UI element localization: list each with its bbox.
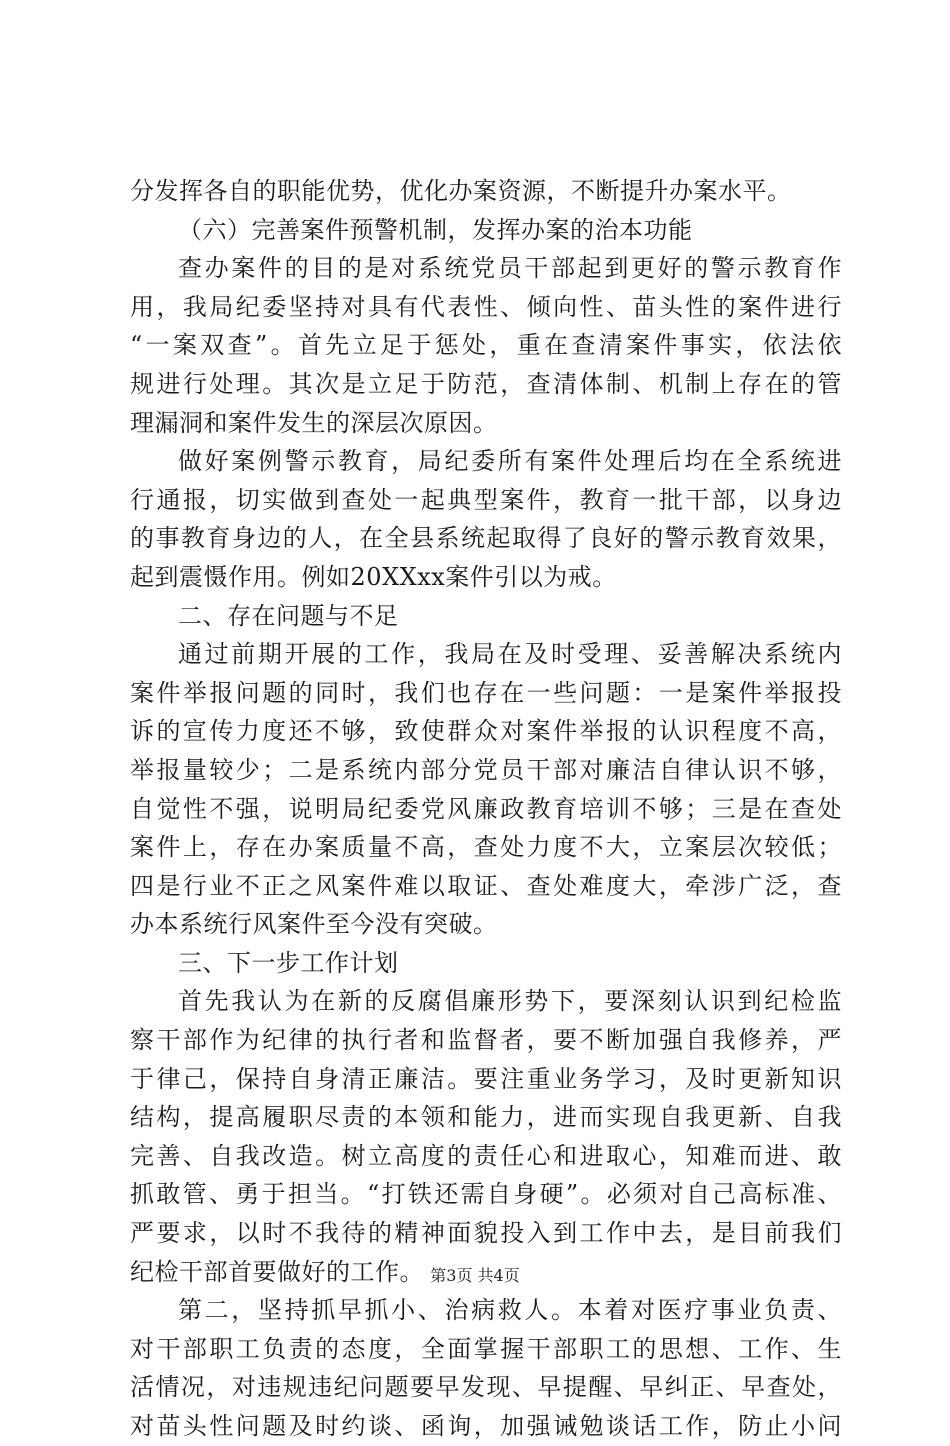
- text-line: 自觉性不强，说明局纪委党风廉政教育培训不够；三是在查处: [130, 794, 842, 823]
- text-line: 做好案例警示教育，局纪委所有案件处理后均在全系统进: [178, 447, 842, 476]
- text-line: “一案双查”。首先立足于惩处，重在查清案件事实，依法依: [130, 331, 842, 360]
- text-line: （六）完善案件预警机制，发挥办案的治本功能: [178, 215, 693, 244]
- text-line: 查办案件的目的是对系统党员干部起到更好的警示教育作: [178, 254, 842, 283]
- text-line: 分发挥各自的职能优势，优化办案资源，不断提升办案水平。: [130, 177, 792, 205]
- text-line: 严要求，以时不我待的精神面貌投入到工作中去，是目前我们: [130, 1219, 842, 1248]
- text-line: 用，我局纪委坚持对具有代表性、倾向性、苗头性的案件进行: [130, 292, 842, 321]
- text-line: 案件举报问题的同时，我们也存在一些问题：一是案件举报投: [130, 678, 842, 707]
- text-line: 通过前期开展的工作，我局在及时受理、妥善解决系统内: [178, 640, 842, 669]
- text-line: 活情况，对违规违纪问题要早发现、早提醒、早纠正、早查处，: [130, 1373, 842, 1402]
- text-line: 结构，提高履职尽责的本领和能力，进而实现自我更新、自我: [130, 1103, 842, 1132]
- text-line: 理漏洞和案件发生的深层次原因。: [130, 408, 498, 437]
- text-line: 于律己，保持自身清正廉洁。要注重业务学习，及时更新知识: [130, 1064, 842, 1093]
- text-line: 对苗头性问题及时约谈、函询，加强诫勉谈话工作，防止小问: [130, 1412, 842, 1440]
- text-line: 纪检干部首要做好的工作。: [130, 1257, 424, 1286]
- text-line: 四是行业不正之风案件难以取证、查处难度大，牵涉广泛，查: [130, 871, 842, 900]
- text-line: 首先我认为在新的反腐倡廉形势下，要深刻认识到纪检监: [178, 987, 842, 1016]
- text-line: 二、存在问题与不足: [178, 601, 399, 630]
- text-line: 三、下一步工作计划: [178, 948, 399, 977]
- text-line: 规进行处理。其次是立足于防范，查清体制、机制上存在的管: [130, 369, 842, 398]
- text-line: 起到震慑作用。例如20XXxx案件引以为戒。: [130, 562, 617, 591]
- text-line: 诉的宣传力度还不够，致使群众对案件举报的认识程度不高，: [130, 717, 842, 746]
- text-line: 案件上，存在办案质量不高，查处力度不大，立案层次较低；: [130, 833, 842, 862]
- text-line: 抓敢管、勇于担当。“打铁还需自身硬”。必须对自己高标准、: [130, 1180, 842, 1209]
- text-line: 察干部作为纪律的执行者和监督者，要不断加强自我修养，严: [130, 1026, 842, 1055]
- text-line: 行通报，切实做到查处一起典型案件，教育一批干部，以身边: [130, 485, 842, 514]
- page-footer: 第3页 共4页: [430, 1266, 520, 1285]
- text-line: 举报量较少；二是系统内部分党员干部对廉洁自律认识不够，: [130, 755, 842, 784]
- text-line: 办本系统行风案件至今没有突破。: [130, 910, 498, 939]
- text-line: 第二，坚持抓早抓小、治病救人。本着对医疗事业负责、: [178, 1296, 842, 1325]
- text-line: 的事教育身边的人，在全县系统起取得了良好的警示教育效果，: [130, 524, 842, 553]
- text-line: 完善、自我改造。树立高度的责任心和进取心，知难而进、敢: [130, 1141, 842, 1170]
- document-body: [130, 172, 842, 1446]
- text-line: 对干部职工负责的态度，全面掌握干部职工的思想、工作、生: [130, 1334, 842, 1363]
